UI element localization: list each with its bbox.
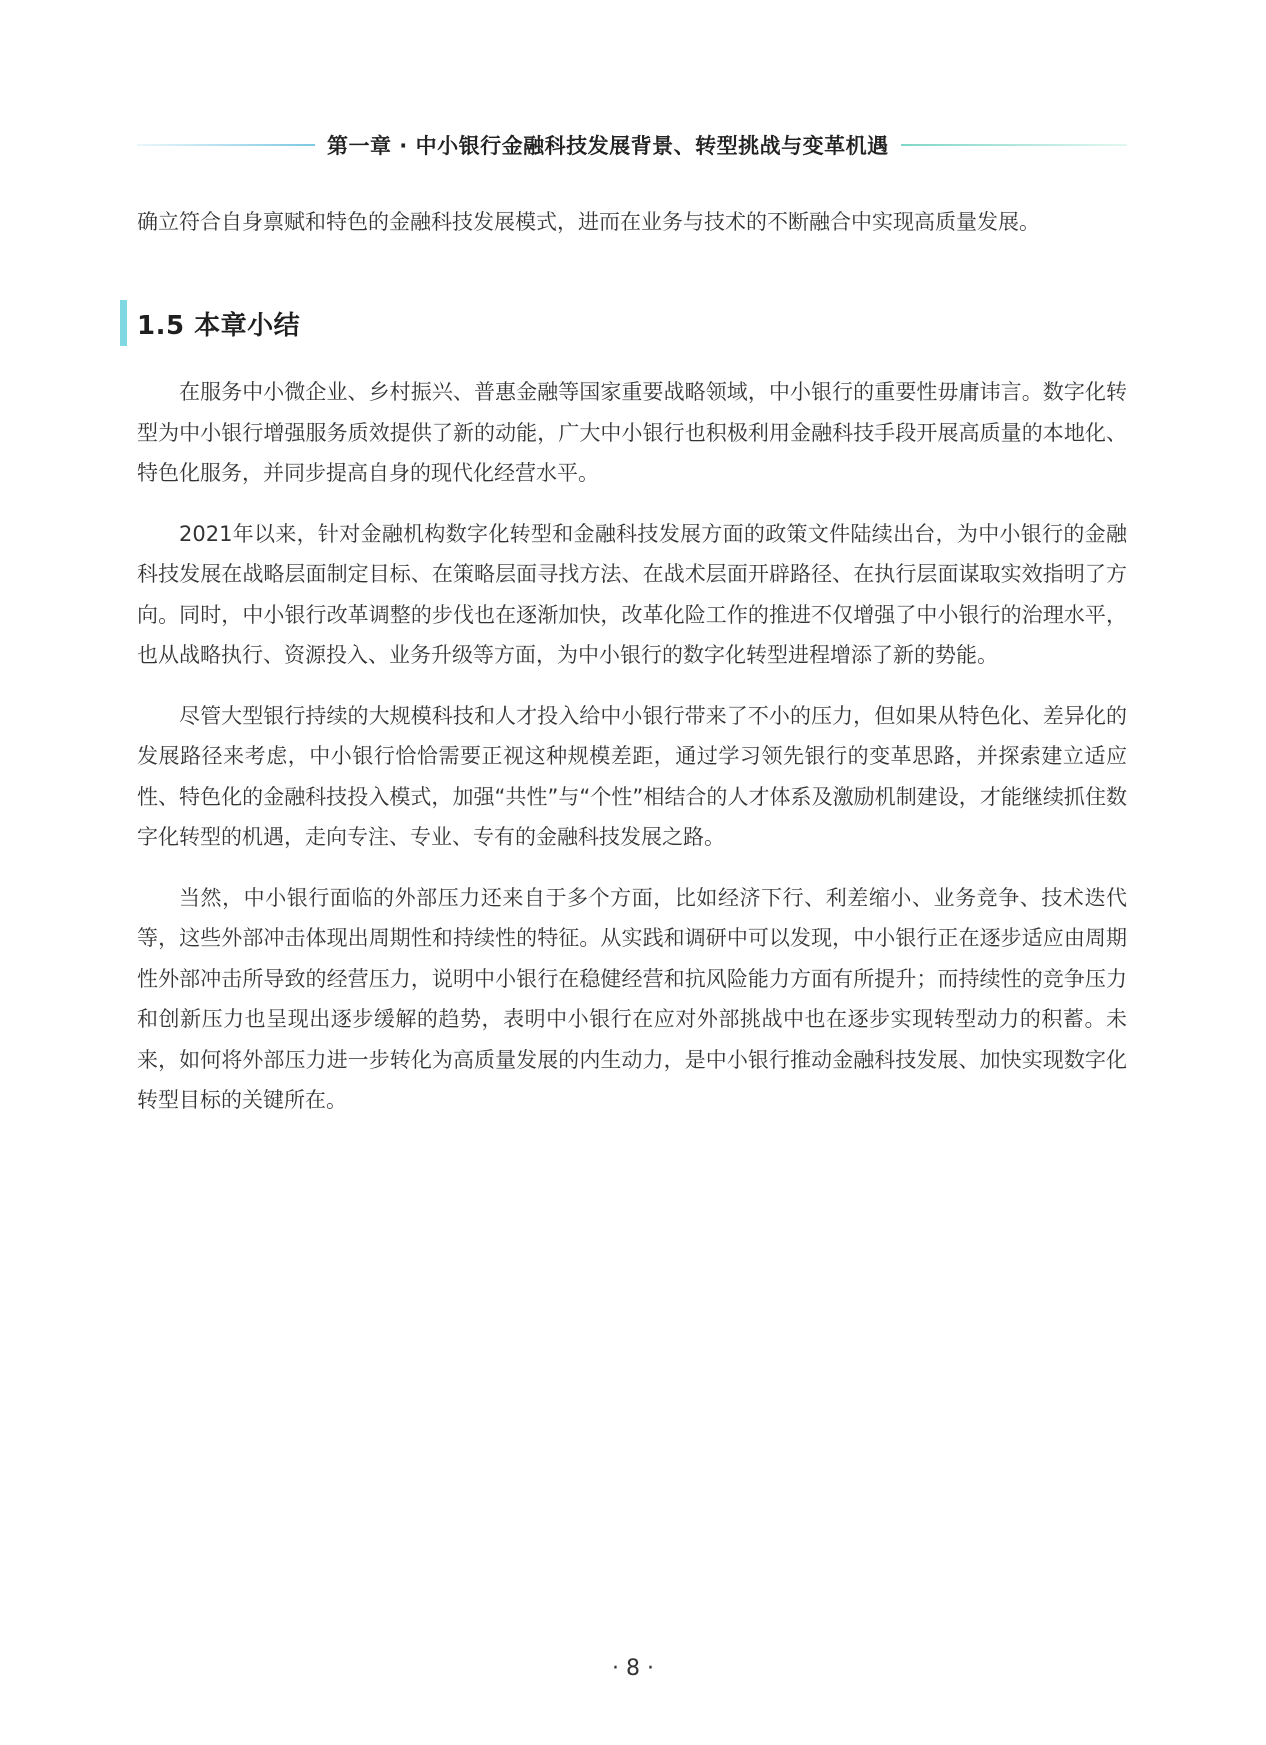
continued-paragraph: 确立符合自身禀赋和特色的金融科技发展模式，进而在业务与技术的不断融合中实现高质量发展。	[137, 210, 1040, 234]
page-number: · 8 ·	[612, 1656, 654, 1681]
paragraph: 2021年以来，针对金融机构数字化转型和金融科技发展方面的政策文件陆续出台，为中小银行的金融科技发展在战略层面制定目标、在策略层面寻找方法、在战术层面开辟路径、在执行层面谋取实效指明了方向。同时，中小银行改革调整的步伐也在逐渐加快，改革化险工作的推进不仅增强了中小银行的治理水平，也从战略执行、资源投入、业务升级等方面，为中小银行的数字化转型进程增添了新的势能。	[137, 521, 1127, 667]
paragraph: 尽管大型银行持续的大规模科技和人才投入给中小银行带来了不小的压力，但如果从特色化、差异化的发展路径来考虑，中小银行恰恰需要正视这种规模差距，通过学习领先银行的变革思路，并探索建立适应性、特色化的金融科技投入模式，加强“共性”与“个性”相结合的人才体系及激励机制建设，才能继续抓住数字化转型的机遇，走向专注、专业、专有的金融科技发展之路。	[137, 703, 1127, 849]
running-header	[137, 128, 1127, 162]
header-rule-left	[137, 144, 315, 146]
paragraph: 在服务中小微企业、乡村振兴、普惠金融等国家重要战略领域，中小银行的重要性毋庸讳言。数字化转型为中小银行增强服务质效提供了新的动能，广大中小银行也积极利用金融科技手段开展高质量的本地化、特色化服务，并同步提高自身的现代化经营水平。	[137, 380, 1127, 485]
header-rule-right	[901, 144, 1127, 146]
section-title: 1.5 本章小结	[137, 310, 301, 341]
section-heading	[120, 300, 300, 346]
paragraph: 当然，中小银行面临的外部压力还来自于多个方面，比如经济下行、利差缩小、业务竞争、技术迭代等，这些外部冲击体现出周期性和持续性的特征。从实践和调研中可以发现，中小银行正在逐步适应由周期性外部冲击所导致的经营压力，说明中小银行在稳健经营和抗风险能力方面有所提升；而持续性的竞争压力和创新压力也呈现出逐步缓解的趋势，表明中小银行在应对外部挑战中也在逐步实现转型动力的积蓄。未来，如何将外部压力进一步转化为高质量发展的内生动力，是中小银行推动金融科技发展、加快实现数字化转型目标的关键所在。	[137, 885, 1127, 1112]
chapter-title: 第一章 · 中小银行金融科技发展背景、转型挑战与变革机遇	[327, 134, 889, 158]
section-body	[137, 372, 1127, 1141]
section-accent-bar	[120, 300, 127, 346]
